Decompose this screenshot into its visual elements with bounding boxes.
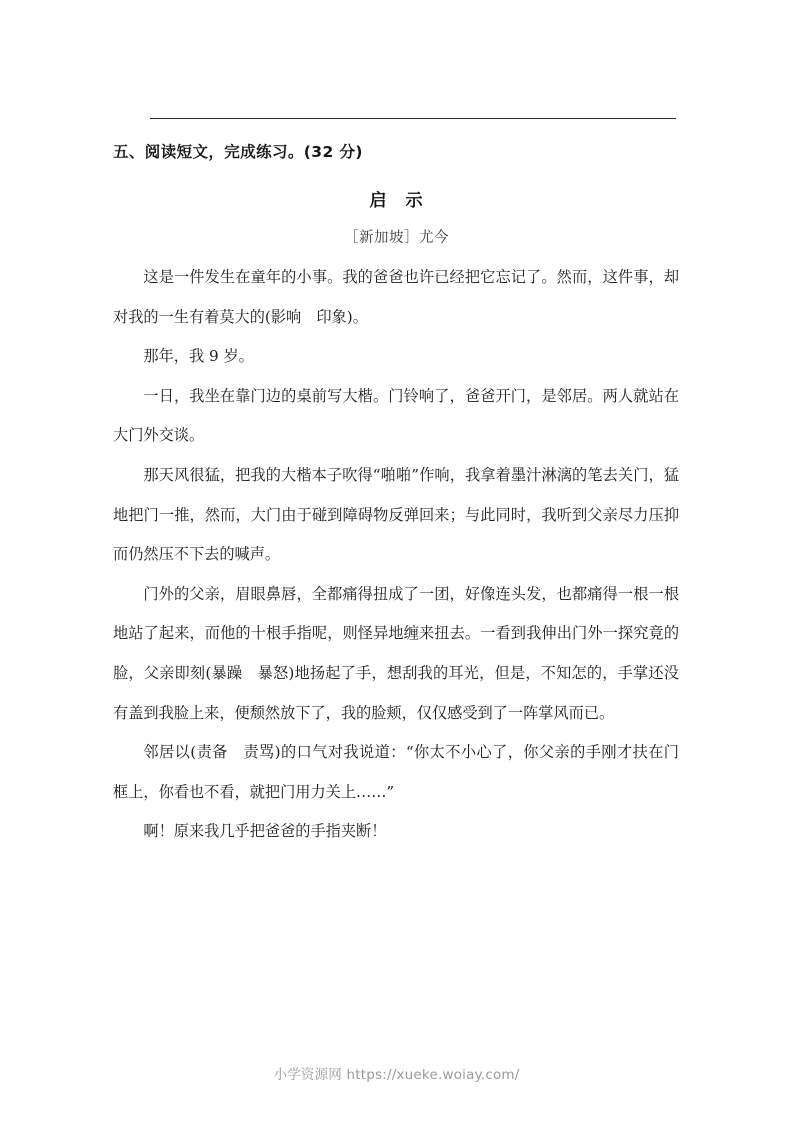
article-author-byline: ［新加坡］尤今	[344, 230, 449, 246]
article-paragraph: 一日，我坐在靠门边的桌前写大楷。门铃响了，爸爸开门，是邻居。两人就站在大门外交谈。	[113, 386, 679, 445]
article-paragraph: 那年，我 9 岁。	[143, 347, 254, 366]
section-heading: 五、阅读短文，完成练习。(32 分)	[113, 143, 363, 161]
header-divider-rule	[150, 118, 676, 119]
article-paragraph: 啊！原来我几乎把爸爸的手指夹断！	[143, 822, 387, 841]
article-body	[113, 258, 679, 852]
article-paragraph: 门外的父亲，眉眼鼻唇，全都痛得扭成了一团，好像连头发，也都痛得一根一根地站了起来，而他的十根手指呢，则怪异地缠来扭去。一看到我伸出门外一探究竟的脸，父亲即刻(暴躁 暴怒)地扬起了手，想刮我的耳光，但是，不知怎的，手掌还没有盖到我脸上来，便颓然放下了，我的脸颊，仅仅感受到了一阵掌风而已。	[113, 584, 679, 722]
footer-watermark: 小学资源网 https://xueke.woiay.com/	[273, 1067, 520, 1083]
header-rule-container	[0, 118, 793, 122]
article-paragraph: 这是一件发生在童年的小事。我的爸爸也许已经把它忘记了。然而，这件事，却对我的一生有着莫大的(影响 印象)。	[113, 268, 679, 326]
article-title: 启 示	[369, 191, 424, 211]
article-paragraph: 邻居以(责备 责骂)的口气对我说道：“你太不小心了，你父亲的手刚才扶在门框上，你看也不看，就把门用力关上……”	[113, 743, 679, 801]
article-paragraph: 那天风很猛，把我的大楷本子吹得“啪啪”作响，我拿着墨汁淋漓的笔去关门，猛地把门一推，然而，大门由于碰到障碍物反弹回来；与此同时，我听到父亲尽力压抑而仍然压不下去的喊声。	[113, 465, 679, 564]
